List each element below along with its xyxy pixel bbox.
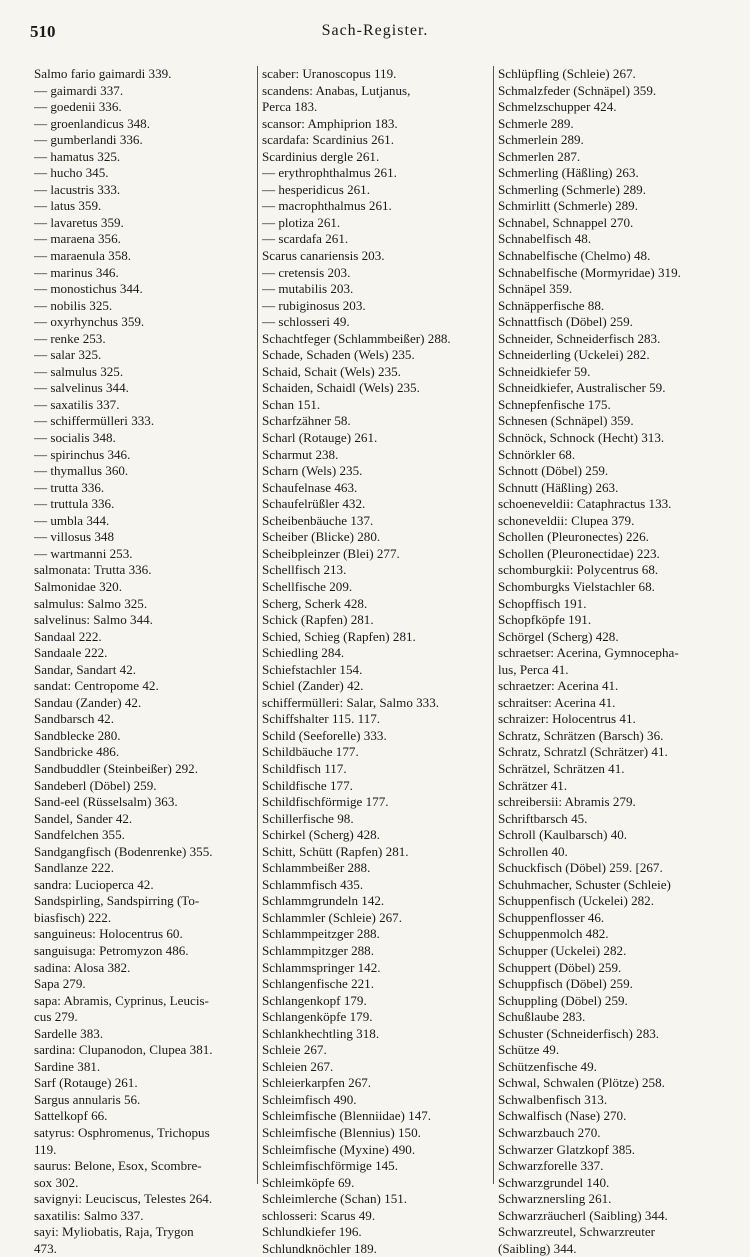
index-entry: Schriftbarsch 45. xyxy=(498,810,588,826)
index-entry: Schleimfisch 490. xyxy=(262,1091,357,1107)
index-entry: Schachtfeger (Schlammbeißer) 288. xyxy=(262,330,451,346)
index-entry: Schrätzer 41. xyxy=(498,777,568,793)
index-entry: Sandeberl (Döbel) 259. xyxy=(34,777,157,793)
index-entry: sandra: Lucioperca 42. xyxy=(34,876,154,892)
index-entry: — salar 325. xyxy=(34,347,102,363)
index-entry: — monostichus 344. xyxy=(34,281,143,297)
index-entry: sanguisuga: Petromyzon 486. xyxy=(34,942,189,958)
index-entry: Schade, Schaden (Wels) 235. xyxy=(262,347,415,363)
index-entry: Scarus canariensis 203. xyxy=(262,248,385,264)
index-entry: Schaufelrüßler 432. xyxy=(262,496,366,512)
index-entry: Schwarzer Glatzkopf 385. xyxy=(498,1141,636,1157)
index-entry: — thymallus 360. xyxy=(34,463,129,479)
index-entry: schiffermülleri: Salar, Salmo 333. xyxy=(262,694,440,710)
index-entry: Schmirlitt (Schmerle) 289. xyxy=(498,198,639,214)
index-entry: Schuppfisch (Döbel) 259. xyxy=(498,976,633,992)
index-entry: Sardine 381. xyxy=(34,1058,101,1074)
index-entry: Schuppert (Döbel) 259. xyxy=(498,959,622,975)
index-entry: Schnabel, Schnappel 270. xyxy=(498,214,634,230)
index-entry: Schneidkiefer, Australischer 59. xyxy=(498,380,666,396)
index-entry: Salmonidae 320. xyxy=(34,578,123,594)
index-entry: Schillerfische 98. xyxy=(262,810,354,826)
index-entry: Schuckfisch (Döbel) 259. [267. xyxy=(498,860,663,876)
index-entry: Sandbricke 486. xyxy=(34,744,120,760)
index-entry: schomburgkii: Polycentrus 68. xyxy=(498,562,659,578)
index-entry: Schnabelfisch 48. xyxy=(498,231,592,247)
page-header xyxy=(30,22,720,48)
index-entry: lus, Perca 41. xyxy=(498,661,569,677)
index-entry: schreibersii: Abramis 279. xyxy=(498,794,636,810)
index-entry: Schlammfisch 435. xyxy=(262,876,364,892)
index-entry: scardafa: Scardinius 261. xyxy=(262,132,394,148)
index-entry: — rubiginosus 203. xyxy=(262,297,366,313)
index-entry: Schlammbeißer 288. xyxy=(262,860,371,876)
index-entry: Schwarzreutel, Schwarzreuter xyxy=(498,1224,656,1240)
index-entry: — truttula 336. xyxy=(34,496,115,512)
index-entry: sardina: Clupanodon, Clupea 381. xyxy=(34,1042,213,1058)
index-entry: Schildfisch 117. xyxy=(262,760,347,776)
index-entry: Schaiden, Schaidl (Wels) 235. xyxy=(262,380,420,396)
index-entry: Schildbäuche 177. xyxy=(262,744,359,760)
index-entry: Schleimfische (Myxine) 490. xyxy=(262,1141,416,1157)
index-column-2 xyxy=(262,66,492,1257)
index-entry: (Saibling) 344. xyxy=(498,1240,577,1256)
index-entry: — spirinchus 346. xyxy=(34,446,131,462)
index-entry: — oxyrhynchus 359. xyxy=(34,314,145,330)
page-title: Sach-Register. xyxy=(321,22,429,39)
index-entry: Schuppenflosser 46. xyxy=(498,909,605,925)
index-entry: Schleimfische (Blennius) 150. xyxy=(262,1125,421,1140)
index-entry: Sandar, Sandart 42. xyxy=(34,661,137,677)
index-entry: — schlosseri 49. xyxy=(262,314,350,330)
index-entry: Schratz, Schratzl (Schrätzer) 41. xyxy=(498,744,668,760)
index-entry: Salmo fario gaimardi 339. xyxy=(34,66,172,81)
index-entry: Schiffshalter 115. 117. xyxy=(262,711,381,727)
index-entry: biasfisch) 222. xyxy=(34,909,112,925)
index-entry: Schleimfischförmige 145. xyxy=(262,1158,399,1174)
index-entry: Schlammler (Schleie) 267. xyxy=(262,909,402,925)
index-entry: Schleimfische (Blenniidae) 147. xyxy=(262,1108,432,1124)
index-entry: Sandblecke 280. xyxy=(34,727,121,743)
index-entry: — groenlandicus 348. xyxy=(34,115,151,131)
index-entry: Schratz, Schrätzen (Barsch) 36. xyxy=(498,727,664,743)
index-entry: — erythrophthalmus 261. xyxy=(262,165,397,181)
index-entry: Schleierkarpfen 267. xyxy=(262,1075,372,1091)
index-entry: Schnott (Döbel) 259. xyxy=(498,463,609,479)
index-entry: Schuppenfisch (Uckelei) 282. xyxy=(498,893,654,909)
index-entry: 473. xyxy=(34,1240,57,1256)
index-entry: Schütze 49. xyxy=(498,1042,560,1058)
index-entry: Schlammspringer 142. xyxy=(262,959,381,975)
index-entry: Schnöck, Schnock (Hecht) 313. xyxy=(498,430,665,446)
index-entry: Schlammpitzger 288. xyxy=(262,942,375,958)
index-entry: — socialis 348. xyxy=(34,430,116,446)
index-entry: — hesperidicus 261. xyxy=(262,181,371,197)
index-entry: Schan 151. xyxy=(262,396,321,412)
index-entry: sadina: Alosa 382. xyxy=(34,959,131,975)
index-entry: Perca 183. xyxy=(262,99,318,115)
index-entry: satyrus: Osphromenus, Trichopus xyxy=(34,1125,210,1140)
index-entry: Sapa 279. xyxy=(34,976,86,992)
index-entry: Schild (Seeforelle) 333. xyxy=(262,727,387,743)
index-entry: — marinus 346. xyxy=(34,264,119,280)
index-entry: Scardinius dergle 261. xyxy=(262,148,380,164)
index-entry: — salmulus 325. xyxy=(34,363,124,379)
index-entry: — schiffermülleri 333. xyxy=(34,413,155,429)
index-entry: Sandbarsch 42. xyxy=(34,711,115,727)
index-entry: Schwal, Schwalen (Plötze) 258. xyxy=(498,1075,665,1091)
index-entry: Sardelle 383. xyxy=(34,1025,104,1041)
index-entry: sapa: Abramis, Cyprinus, Leucis- xyxy=(34,992,209,1008)
index-entry: Schwalbenfisch 313. xyxy=(498,1091,608,1107)
index-entry: Scheibpleinzer (Blei) 277. xyxy=(262,545,400,561)
index-entry: Schwarzräucherl (Saibling) 344. xyxy=(498,1207,668,1223)
index-entry: Schaufelnase 463. xyxy=(262,479,358,495)
index-entry: Schneiderling (Uckelei) 282. xyxy=(498,347,650,363)
index-entry: — cretensis 203. xyxy=(262,264,351,280)
index-entry: Schopffisch 191. xyxy=(498,595,587,611)
index-entry: Schlangenfische 221. xyxy=(262,976,374,992)
index-entry: — latus 359. xyxy=(34,198,102,214)
index-entry: — renke 253. xyxy=(34,330,106,346)
index-entry: Schußlaube 283. xyxy=(498,1009,586,1025)
index-entry: Schmerling (Häßling) 263. xyxy=(498,165,639,181)
index-entry: Schmerle 289. xyxy=(498,115,574,131)
index-entry: Sandbuddler (Steinbeißer) 292. xyxy=(34,760,198,776)
index-entry: Schellfische 209. xyxy=(262,578,353,594)
index-entry: Scherg, Scherk 428. xyxy=(262,595,368,611)
index-entry: Schitt, Schütt (Rapfen) 281. xyxy=(262,843,409,859)
index-entry: Schnesen (Schnäpel) 359. xyxy=(498,413,634,429)
index-entry: Schlüpfling (Schleie) 267. xyxy=(498,66,636,81)
index-entry: Schnabelfische (Mormyridae) 319. xyxy=(498,264,681,280)
index-entry: — macrophthalmus 261. xyxy=(262,198,392,214)
index-entry: — wartmanni 253. xyxy=(34,545,133,561)
index-entry: Schmerling (Schmerle) 289. xyxy=(498,181,646,197)
index-entry: 119. xyxy=(34,1141,57,1157)
index-entry: Sattelkopf 66. xyxy=(34,1108,108,1124)
index-entry: Scharfzähner 58. xyxy=(262,413,351,429)
index-entry: Schuster (Schneiderfisch) 283. xyxy=(498,1025,660,1041)
index-entry: saurus: Belone, Esox, Scombre- xyxy=(34,1158,202,1174)
index-entry: Schleien 267. xyxy=(262,1058,334,1074)
index-entry: Schuhmacher, Schuster (Schleie) xyxy=(498,876,671,892)
index-entry: Scheiber (Blicke) 280. xyxy=(262,529,381,545)
index-entry: — lavaretus 359. xyxy=(34,214,124,230)
index-entry: Sand-eel (Rüsselsalm) 363. xyxy=(34,794,178,810)
index-entry: Sandel, Sander 42. xyxy=(34,810,133,826)
index-entry: Schiel (Zander) 42. xyxy=(262,678,364,694)
index-entry: — trutta 336. xyxy=(34,479,105,495)
index-entry: Schnäpel 359. xyxy=(498,281,573,297)
index-entry: Schneider, Schneiderfisch 283. xyxy=(498,330,661,346)
index-entry: Schildfische 177. xyxy=(262,777,353,793)
index-entry: — goedenii 336. xyxy=(34,99,122,115)
index-entry: Schmerlen 287. xyxy=(498,148,581,164)
index-entry: scandens: Anabas, Lutjanus, xyxy=(262,82,411,98)
index-entry: Schroll (Kaulbarsch) 40. xyxy=(498,827,628,843)
index-entry: — maraena 356. xyxy=(34,231,121,247)
index-entry: Schick (Rapfen) 281. xyxy=(262,612,374,628)
index-entry: Schnattfisch (Döbel) 259. xyxy=(498,314,633,330)
index-entry: Scharl (Rotauge) 261. xyxy=(262,430,378,446)
index-entry: Schnutt (Häßling) 263. xyxy=(498,479,619,495)
index-entry: Schrätzel, Schrätzen 41. xyxy=(498,760,625,776)
index-entry: — plotiza 261. xyxy=(262,214,341,230)
index-entry: Sandau (Zander) 42. xyxy=(34,694,142,710)
index-entry: Schollen (Pleuronectes) 226. xyxy=(498,529,649,545)
index-entry: schlosseri: Scarus 49. xyxy=(262,1207,376,1223)
index-entry: — scardafa 261. xyxy=(262,231,349,247)
index-entry: Schellfisch 213. xyxy=(262,562,347,578)
index-entry: Schopfköpfe 191. xyxy=(498,612,592,628)
index-entry: Schwarzbauch 270. xyxy=(498,1125,601,1140)
index-entry: Schlankhechtling 318. xyxy=(262,1025,380,1041)
index-entry: — hamatus 325. xyxy=(34,148,121,164)
index-entry: Schlammgrundeln 142. xyxy=(262,893,385,909)
index-entry: Sandaale 222. xyxy=(34,645,108,661)
index-entry: Schleie 267. xyxy=(262,1042,327,1058)
index-entry: sox 302. xyxy=(34,1174,79,1190)
index-entry: schoeneveldii: Cataphractus 133. xyxy=(498,496,672,512)
index-entry: sanguineus: Holocentrus 60. xyxy=(34,926,183,942)
index-entry: sandat: Centropome 42. xyxy=(34,678,159,694)
column-divider xyxy=(493,66,494,1184)
index-entry: Schaid, Schait (Wels) 235. xyxy=(262,363,401,379)
index-entry: Schuppenmolch 482. xyxy=(498,926,609,942)
index-entry: salvelinus: Salmo 344. xyxy=(34,612,153,628)
index-entry: — salvelinus 344. xyxy=(34,380,129,396)
index-entry: Scharmut 238. xyxy=(262,446,339,462)
index-entry: Schnörkler 68. xyxy=(498,446,576,462)
index-entry: Schiedling 284. xyxy=(262,645,345,661)
index-entry: — villosus 348 xyxy=(34,529,115,545)
index-entry: — gumberlandi 336. xyxy=(34,132,143,148)
index-entry: — lacustris 333. xyxy=(34,181,121,197)
index-entry: Schildfischförmige 177. xyxy=(262,794,389,810)
index-entry: schraitser: Acerina 41. xyxy=(498,694,616,710)
page-number: 510 xyxy=(30,22,56,41)
index-entry: Schnäpperfische 88. xyxy=(498,297,605,313)
index-entry: Scheibenbäuche 137. xyxy=(262,512,374,528)
index-entry: Schlundknöchler 189. xyxy=(262,1240,377,1256)
index-entry: Schnabelfische (Chelmo) 48. xyxy=(498,248,651,264)
index-entry: Schwarzgrundel 140. xyxy=(498,1174,610,1190)
index-entry: — hucho 345. xyxy=(34,165,109,181)
index-entry: Schlangenköpfe 179. xyxy=(262,1009,373,1025)
index-entry: Schwarzforelle 337. xyxy=(498,1158,604,1174)
index-entry: Sandfelchen 355. xyxy=(34,827,125,843)
index-column-3 xyxy=(498,66,730,1257)
index-entry: — nobilis 325. xyxy=(34,297,113,313)
index-entry: Schlundkiefer 196. xyxy=(262,1224,362,1240)
index-column-1 xyxy=(34,66,256,1257)
index-entry: schraetser: Acerina, Gymnocepha- xyxy=(498,645,679,661)
index-entry: Schützenfische 49. xyxy=(498,1058,597,1074)
index-entry: Sandaal 222. xyxy=(34,628,102,644)
index-entry: Schmerlein 289. xyxy=(498,132,584,148)
index-entry: Schied, Schieg (Rapfen) 281. xyxy=(262,628,416,644)
index-entry: Schirkel (Scherg) 428. xyxy=(262,827,380,843)
index-entry: schraizer: Holocentrus 41. xyxy=(498,711,636,727)
index-entry: salmulus: Salmo 325. xyxy=(34,595,148,611)
index-entry: schraetzer: Acerina 41. xyxy=(498,678,619,694)
index-entry: Schollen (Pleuronectidae) 223. xyxy=(498,545,660,561)
index-entry: Schneidkiefer 59. xyxy=(498,363,591,379)
index-entry: Schleimlerche (Schan) 151. xyxy=(262,1191,408,1207)
index-entry: Schlammpeitzger 288. xyxy=(262,926,380,942)
index-entry: Schnepfenfische 175. xyxy=(498,396,611,412)
index-entry: saxatilis: Salmo 337. xyxy=(34,1207,144,1223)
index-entry: Schwarznersling 261. xyxy=(498,1191,612,1207)
index-entry: Scharn (Wels) 235. xyxy=(262,463,363,479)
index-entry: scaber: Uranoscopus 119. xyxy=(262,66,397,81)
index-entry: Schrollen 40. xyxy=(498,843,568,859)
column-divider xyxy=(257,66,258,1184)
index-entry: Sargus annularis 56. xyxy=(34,1091,141,1107)
index-entry: schoneveldii: Clupea 379. xyxy=(498,512,635,528)
index-entry: Sandlanze 222. xyxy=(34,860,114,876)
index-entry: Sandgangfisch (Bodenrenke) 355. xyxy=(34,843,213,859)
index-entry: Schiefstachler 154. xyxy=(262,661,363,677)
index-entry: savignyi: Leuciscus, Telestes 264. xyxy=(34,1191,213,1207)
index-entry: Schleimköpfe 69. xyxy=(262,1174,355,1190)
index-entry: — maraenula 358. xyxy=(34,248,132,264)
index-entry: Schwalfisch (Nase) 270. xyxy=(498,1108,627,1124)
index-entry: Schlangenkopf 179. xyxy=(262,992,367,1008)
index-entry: Schmalzfeder (Schnäpel) 359. xyxy=(498,82,657,98)
index-entry: salmonata: Trutta 336. xyxy=(34,562,152,578)
index-entry: sayi: Myliobatis, Raja, Trygon xyxy=(34,1224,194,1240)
index-entry: Schupper (Uckelei) 282. xyxy=(498,942,627,958)
index-entry: Schmelzschupper 424. xyxy=(498,99,617,115)
index-entry: Sandspirling, Sandspirring (To- xyxy=(34,893,200,909)
index-entry: — saxatilis 337. xyxy=(34,396,120,412)
index-entry: Schörgel (Scherg) 428. xyxy=(498,628,619,644)
index-entry: scansor: Amphiprion 183. xyxy=(262,115,398,131)
index-entry: Sarf (Rotauge) 261. xyxy=(34,1075,138,1091)
index-entry: Schomburgks Vielstachler 68. xyxy=(498,578,655,594)
index-entry: Schuppling (Döbel) 259. xyxy=(498,992,628,1008)
index-entry: — umbla 344. xyxy=(34,512,110,528)
index-entry: — gaimardi 337. xyxy=(34,82,124,98)
index-entry: — mutabilis 203. xyxy=(262,281,354,297)
index-entry: cus 279. xyxy=(34,1009,78,1025)
